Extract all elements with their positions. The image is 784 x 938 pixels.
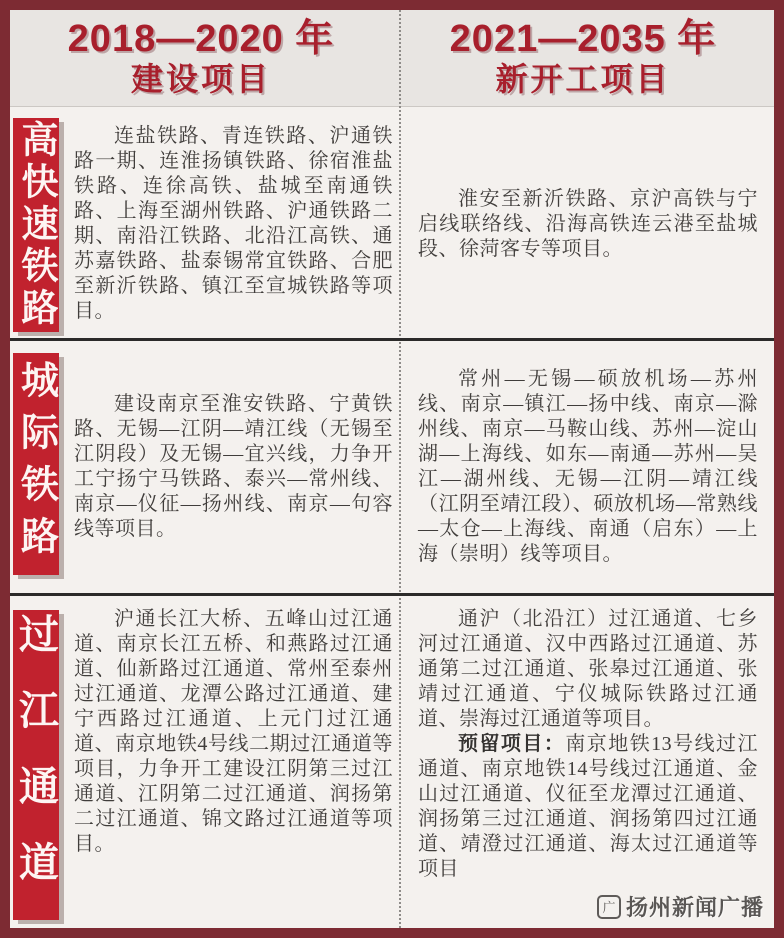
watermark-text: 扬州新闻广播 (625, 895, 764, 920)
column-divider (399, 10, 401, 928)
cell-crossings-2021-2035 (412, 599, 764, 921)
header-years-left: 2018—2020 年 (67, 18, 335, 60)
cell-text: 连盐铁路、青连铁路、沪通铁路一期、连淮扬镇铁路、徐宿淮盐铁路、连徐高铁、盐城至南通铁路、上海至湖州铁路、沪通铁路二期、南沿江铁路、北沿江高铁、通苏嘉铁路、盐泰锡常宜铁路、合肥至新沂铁路、镇江至宣城铁路等项目。 (74, 125, 393, 322)
cell-text: 通沪（北沿江）过江通道、七乡河过江通道、汉中西路过江通道、苏通第二过江通道、张皋过江通道、张靖过江通道、宁仪城际铁路过江通道、崇海过江通道等项目。 (418, 608, 758, 730)
cell-highspeed-2021-2035 (412, 110, 764, 338)
cell-text: 建设南京至淮安铁路、宁黄铁路、无锡—江阴—靖江线（无锡至江阴段）及无锡—宜兴线，力争开工宁扬宁马铁路、泰兴—常州线、南京—仪征—扬州线、南京—句容线等项目。 (74, 393, 393, 540)
reserved-projects-text: 南京地铁13号线过江通道、南京地铁14号线过江通道、金山过江通道、仪征至龙潭过江通道、润扬第三过江通道、润扬第四过江通道、靖澄过江通道、海太过江通道等项目 (418, 733, 759, 880)
row-divider-1 (10, 338, 774, 341)
row-label-river-crossings: 过江通道 (13, 610, 59, 920)
row-label-highspeed-rail: 高快速铁路 (13, 118, 59, 332)
reserved-projects-lead: 预留项目： (458, 733, 566, 755)
table-header (10, 10, 774, 107)
cell-intercity-2021-2035 (412, 344, 764, 590)
header-title-left: 建设项目 (130, 61, 271, 97)
header-col-2018-2020 (10, 10, 392, 106)
row-label-intercity-rail: 城际铁路 (13, 353, 59, 575)
radio-station-logo-icon: 广 (597, 895, 621, 919)
cell-text: 常州—无锡—硕放机场—苏州线、南京—镇江—扬中线、南京—滁州线、南京—马鞍山线、苏州—淀山湖—上海线、如东—南通—苏州—吴江—湖州线、无锡—江阴—靖江线（江阴至靖江段）、硕放机场—常熟线—太仓—上海线、南通（启东）—上海（崇明）线等项目。 (418, 368, 758, 565)
cell-text-reserved (418, 732, 758, 882)
header-years-right: 2021—2035 年 (449, 18, 717, 60)
cell-crossings-2018-2020 (68, 599, 399, 921)
row-divider-2 (10, 593, 774, 596)
cell-text: 沪通长江大桥、五峰山过江通道、南京长江五桥、和燕路过江通道、仙新路过江通道、常州至泰州过江通道、龙潭公路过江通道、建宁西路过江通道、上元门过江通道、南京地铁4号线二期过江通道等项目，力争开工建设江阴第三过江通道、江阴第二过江通道、润扬第二过江通道、锦文路过江通道等项目。 (74, 608, 393, 855)
header-col-2021-2035 (392, 10, 774, 106)
watermark (597, 891, 764, 922)
header-title-right: 新开工项目 (495, 61, 671, 97)
cell-text: 淮安至新沂铁路、京沪高铁与宁启线联络线、沿海高铁连云港至盐城段、徐菏客专等项目。 (418, 187, 758, 260)
table-inner (10, 10, 774, 928)
cell-highspeed-2018-2020 (68, 110, 399, 338)
cell-intercity-2018-2020 (68, 344, 399, 590)
